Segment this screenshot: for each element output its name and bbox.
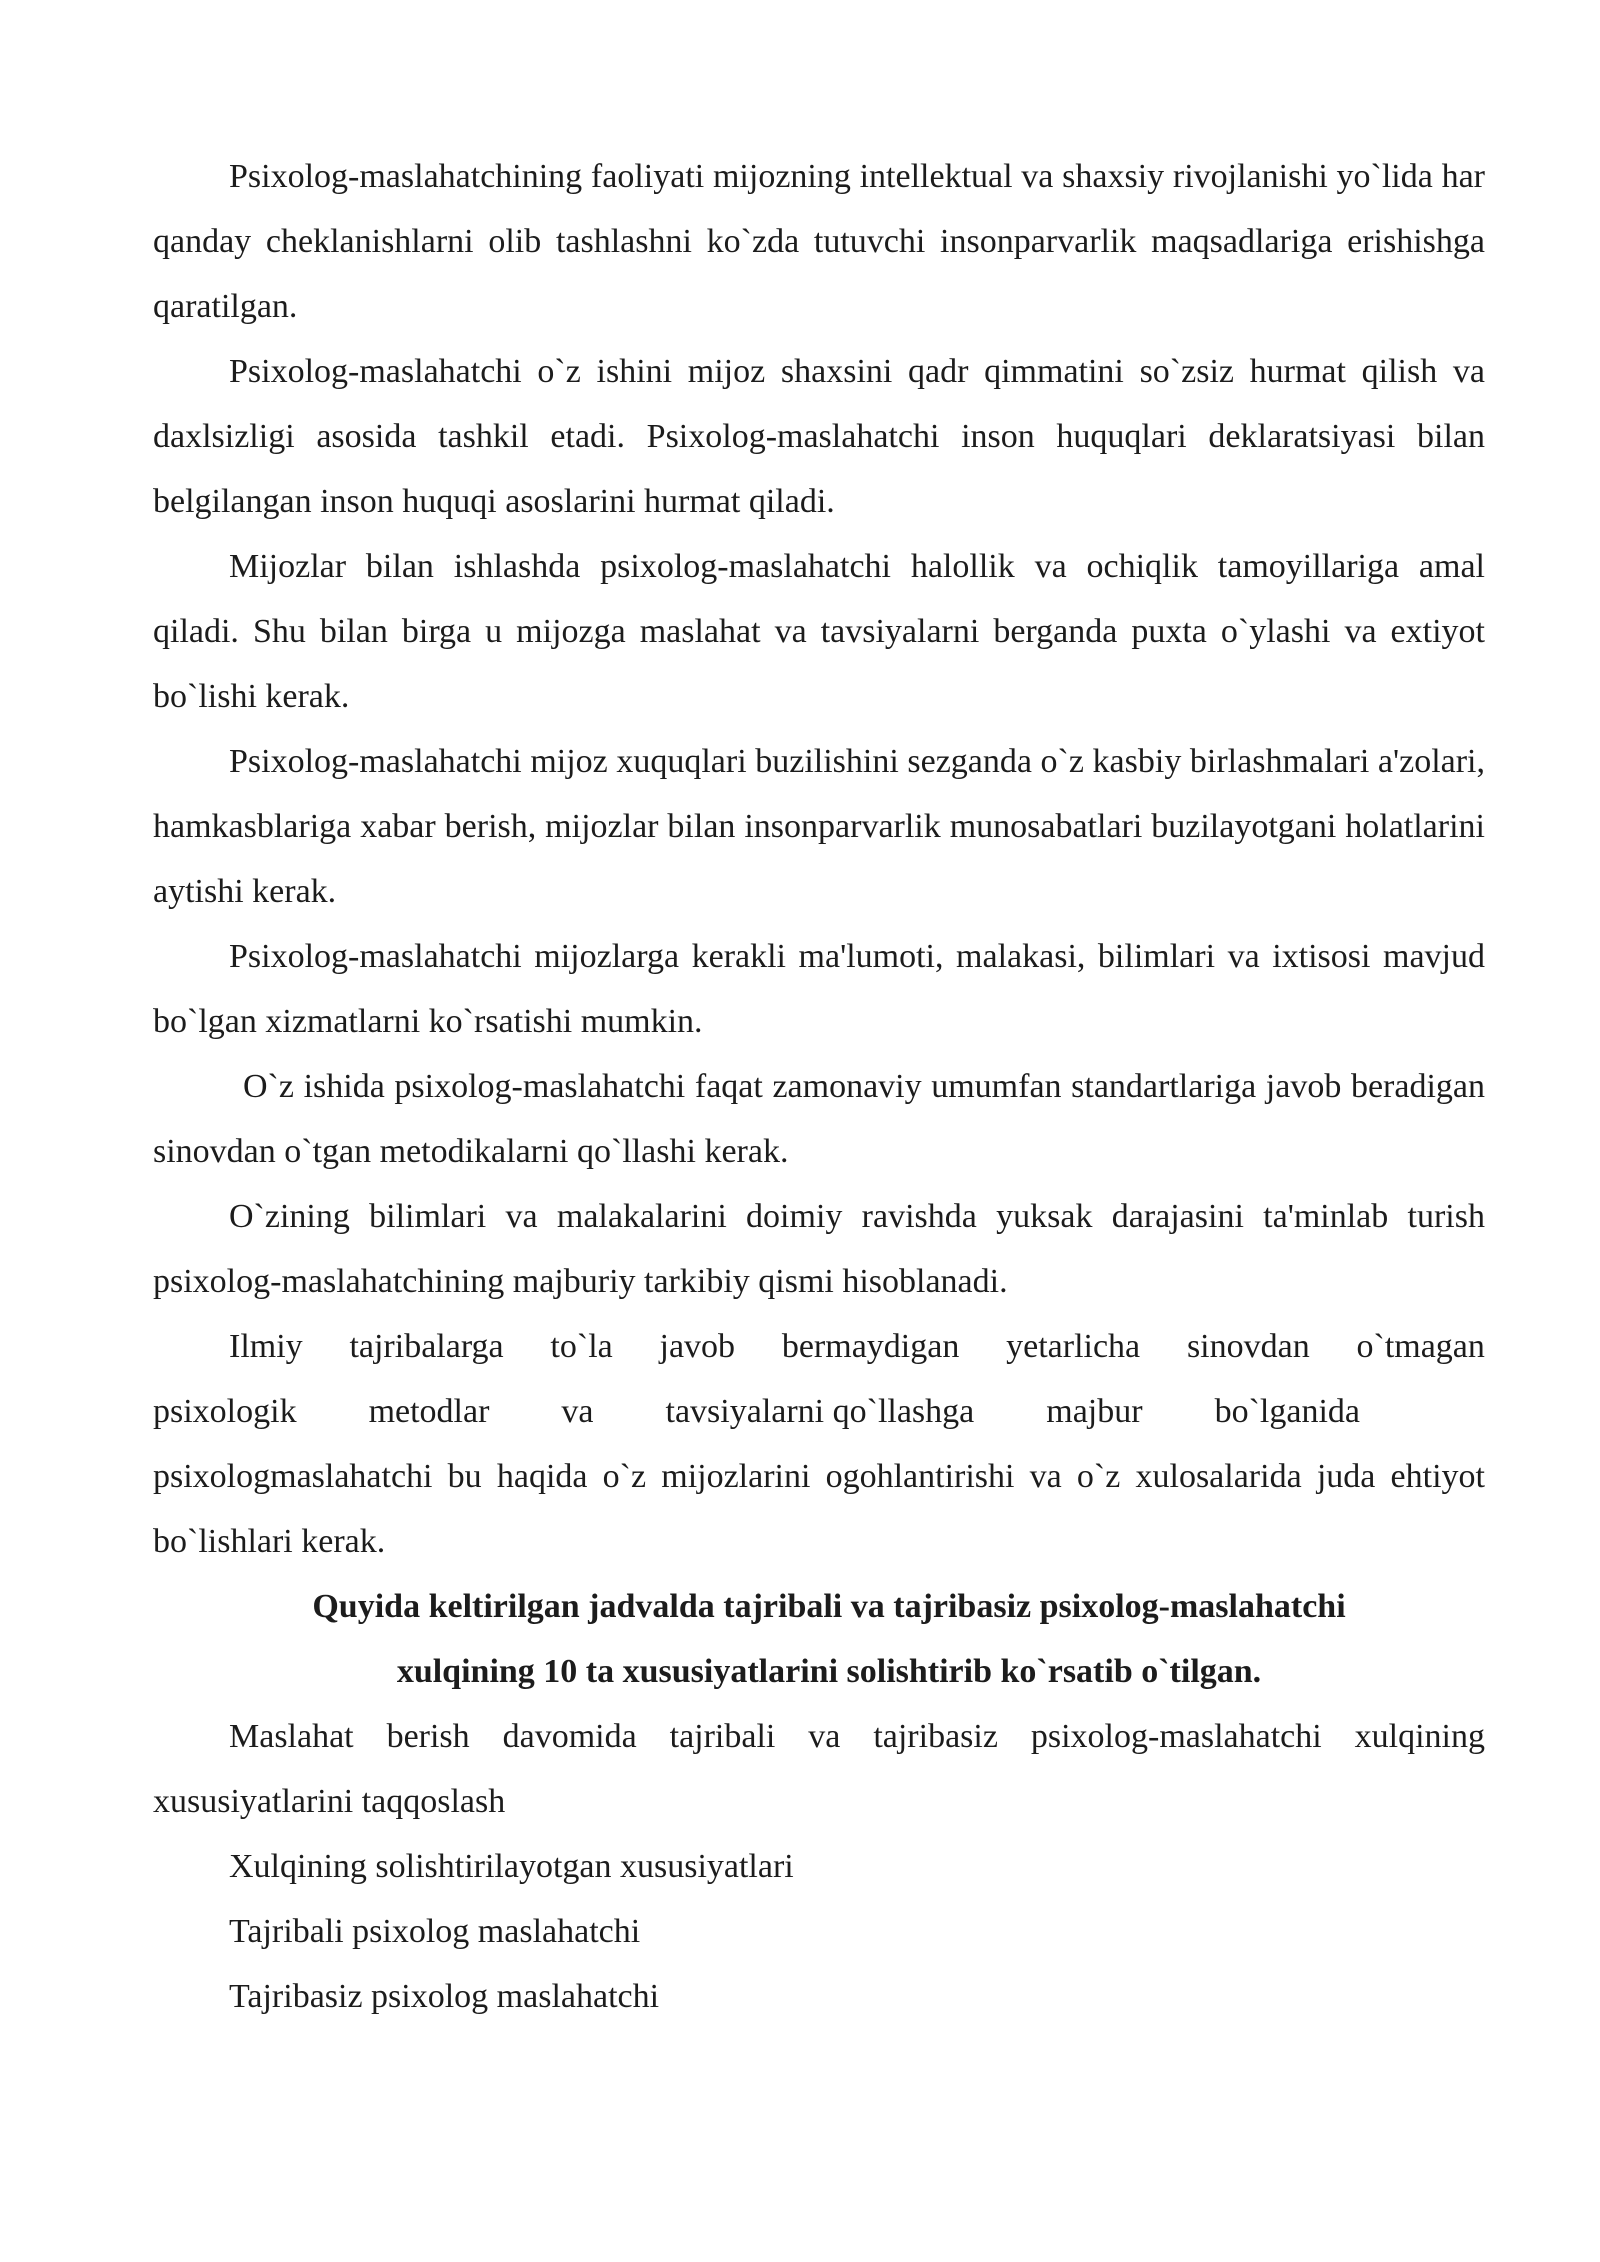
table-label-inexperienced: Tajribasiz psixolog maslahatchi (229, 1978, 660, 2015)
table-label-characteristics: Xulqining solishtirilayotgan xususiyatlari (229, 1848, 794, 1885)
word: bermaydigan (781, 1328, 960, 1365)
heading-line-2: xulqining 10 ta xususiyatlarini solishtirib ko`rsatib o`tilgan. (396, 1653, 1262, 1690)
paragraph-rights-violation: Psixolog-maslahatchi mijoz xuquqlari buzilishini sezganda o`z kasbiy birlashmalari a'zolari, hamkasblariga xabar berish, mijozlar bilan insonparvarlik munosabatlari buzilayotgani holatlarini aytishi kerak. (153, 743, 1485, 910)
word: metodlar (368, 1393, 490, 1430)
word: tavsiyalarni qo`llashga (665, 1393, 975, 1430)
paragraph-activity-goals: Psixolog-maslahatchining faoliyati mijozning intellektual va shaxsiy rivojlanishi yo`lida har qanday cheklanishlarni olib tashlashni ko`zda tutuvchi insonparvarlik maqsadlariga erishishga qaratilgan. (153, 158, 1485, 325)
word: bo`lganida (1214, 1393, 1360, 1430)
table-label-experienced: Tajribali psixolog maslahatchi (229, 1913, 641, 1950)
paragraph-line: psixologmaslahatchi bu haqida o`z mijozlarini ogohlantirishi va o`z xulosalarida juda ehtiyot bo`lishlari kerak. (153, 1458, 1485, 1560)
word: to`la (550, 1328, 613, 1365)
word: yetarlicha (1006, 1328, 1141, 1365)
paragraph-qualification: O`zining bilimlari va malakalarini doimiy ravishda yuksak darajasini ta'minlab turish psixolog-maslahatchining majburiy tarkibiy qismi hisoblanadi. (153, 1198, 1485, 1300)
word: Ilmiy (229, 1328, 303, 1365)
paragraph-untested-methods (153, 1314, 1485, 1574)
paragraph-line (153, 1314, 1485, 1379)
paragraph-comparison-intro: Maslahat berish davomida tajribali va tajribasiz psixolog-maslahatchi xulqining xususiyatlarini taqqoslash (153, 1718, 1485, 1820)
word: o`tmagan (1356, 1328, 1485, 1365)
paragraph-methods: O`z ishida psixolog-maslahatchi faqat zamonaviy umumfan standartlariga javob beradigan sinovdan o`tgan metodikalarni qo`llashi kerak. (153, 1068, 1485, 1170)
word: tajribalarga (349, 1328, 504, 1365)
section-heading (153, 1574, 1485, 1704)
paragraph-services: Psixolog-maslahatchi mijozlarga kerakli ma'lumoti, malakasi, bilimlari va ixtisosi mavjud bo`lgan xizmatlarni ko`rsatishi mumkin. (153, 938, 1485, 1040)
paragraph-line (153, 1379, 1485, 1444)
document-page (153, 144, 1485, 2029)
word: psixologik (153, 1393, 297, 1430)
word: majbur (1046, 1393, 1143, 1430)
word: sinovdan (1186, 1328, 1310, 1365)
paragraph-honesty: Mijozlar bilan ishlashda psixolog-maslahatchi halollik va ochiqlik tamoyillariga amal qiladi. Shu bilan birga u mijozga maslahat va tavsiyalarni berganda puxta o`ylashi va extiyot bo`lishi kerak. (153, 548, 1485, 715)
word: va (561, 1393, 594, 1430)
heading-line-1: Quyida keltirilgan jadvalda tajribali va tajribasiz psixolog-maslahatchi (312, 1588, 1346, 1625)
word: javob (659, 1328, 736, 1365)
paragraph-respect-client: Psixolog-maslahatchi o`z ishini mijoz shaxsini qadr qimmatini so`zsiz hurmat qilish va daxlsizligi asosida tashkil etadi. Psixolog-maslahatchi inson huquqlari deklaratsiyasi bilan belgilangan inson huquqi asoslarini hurmat qiladi. (153, 353, 1485, 520)
